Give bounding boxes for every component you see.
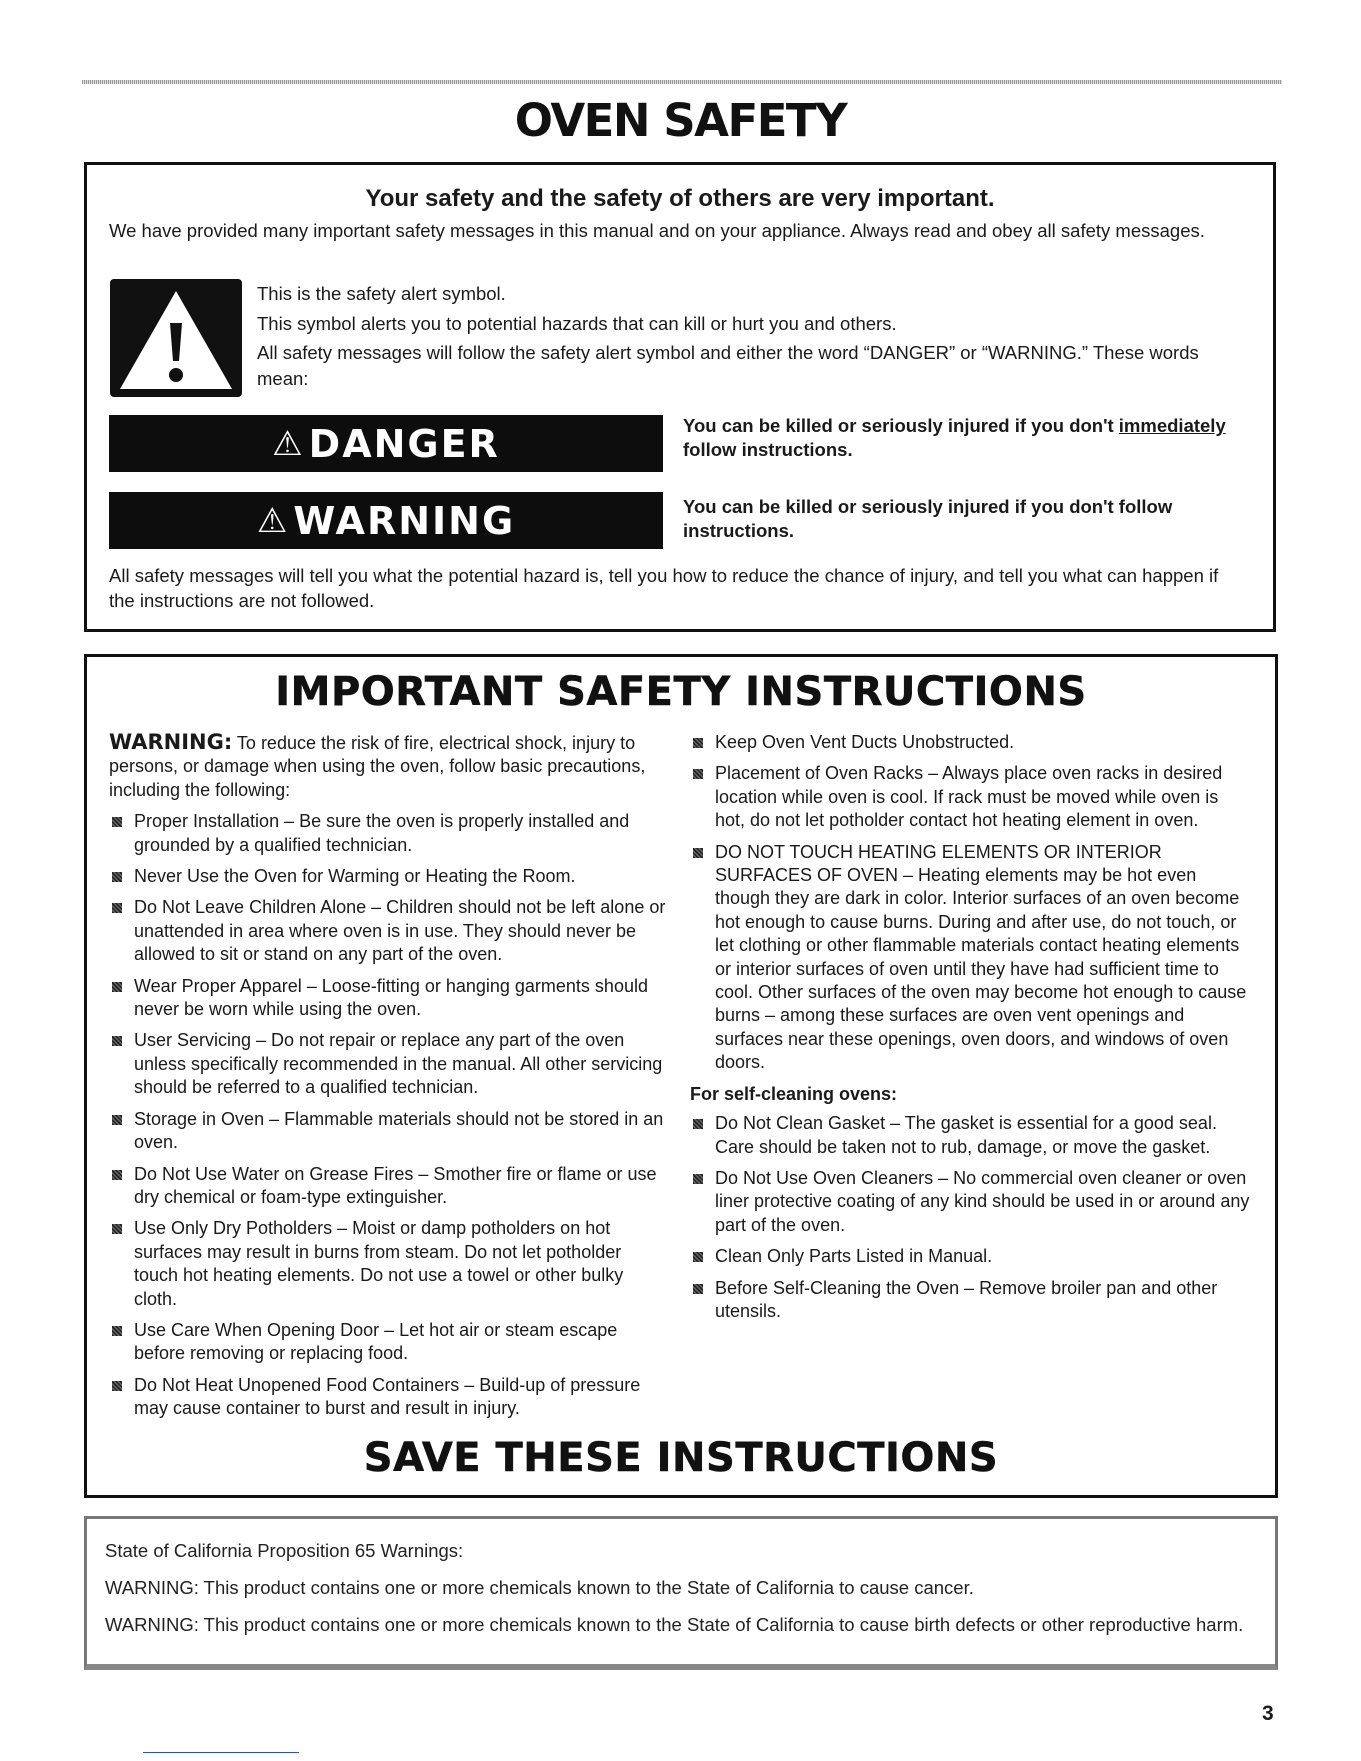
- page-number: 3: [1262, 1702, 1274, 1725]
- warning-lead-text: To reduce the risk of fire, electrical shock, injury to persons, or damage when using the oven, follow basic precautions, including the following:: [109, 733, 646, 800]
- list-item: Before Self-Cleaning the Oven – Remove broiler pan and other utensils.: [690, 1277, 1250, 1324]
- left-column: [109, 731, 669, 1429]
- self-cleaning-subheading: For self-cleaning ovens:: [690, 1083, 898, 1104]
- prop65-title: State of California Proposition 65 Warnings:: [105, 1540, 464, 1561]
- self-cleaning-list: [690, 1112, 1250, 1323]
- danger-banner: [109, 415, 663, 472]
- alert-symbol-explanation: [257, 281, 1247, 395]
- left-instruction-list: [109, 810, 669, 1420]
- warning-lead-label: WARNING:: [109, 730, 233, 754]
- alert-line: This symbol alerts you to potential hazards that can kill or hurt you and others.: [257, 312, 897, 334]
- list-item: Wear Proper Apparel – Loose-fitting or hanging garments should never be worn while using the oven.: [109, 975, 669, 1022]
- page-title: OVEN SAFETY: [514, 94, 847, 147]
- danger-description: [683, 414, 1268, 462]
- list-item: Use Only Dry Potholders – Moist or damp potholders on hot surfaces may result in burns from steam. Do not let potholder touch hot heating elements. Do not use a towel or other bulky cloth.: [109, 1217, 669, 1311]
- list-item: Do Not Use Water on Grease Fires – Smother fire or flame or use dry chemical or foam-type extinguisher.: [109, 1163, 669, 1210]
- top-decorative-rule: [82, 80, 1282, 84]
- warning-lead-paragraph: [109, 731, 669, 802]
- warning-triangle-icon: ⚠: [272, 423, 305, 464]
- alert-line: This is the safety alert symbol.: [257, 283, 506, 304]
- danger-desc-text-end: follow instructions.: [683, 439, 853, 460]
- warning-triangle-icon: ⚠: [256, 500, 290, 541]
- safety-alert-icon: [110, 279, 242, 397]
- alert-line: All safety messages will follow the safety alert symbol and either the word “DANGER” or “WARNING.” These words mean:: [257, 342, 1199, 389]
- list-item: Do Not Heat Unopened Food Containers – Build-up of pressure may cause container to burst and result in injury.: [109, 1374, 669, 1421]
- list-item: Do Not Leave Children Alone – Children should not be left alone or unattended in area where oven is in use. They should never be allowed to sit or stand on any part of the oven.: [109, 896, 669, 966]
- safety-heading: Your safety and the safety of others are very important.: [365, 185, 995, 212]
- danger-desc-emphasis: immediately: [1118, 415, 1226, 436]
- save-instructions-heading: SAVE THESE INSTRUCTIONS: [363, 1435, 999, 1481]
- list-item: Never Use the Oven for Warming or Heating the Room.: [109, 865, 669, 888]
- list-item: Do Not Clean Gasket – The gasket is essential for a good seal. Care should be taken not to rub, damage, or move the gasket.: [690, 1112, 1250, 1159]
- important-heading: IMPORTANT SAFETY INSTRUCTIONS: [275, 669, 1087, 715]
- list-item: Keep Oven Vent Ducts Unobstructed.: [690, 731, 1250, 754]
- prop65-cancer-warning: WARNING: This product contains one or more chemicals known to the State of California to cause cancer.: [105, 1577, 974, 1598]
- list-item: Proper Installation – Be sure the oven is properly installed and grounded by a qualified technician.: [109, 810, 669, 857]
- danger-desc-text: You can be killed or seriously injured if you don't: [683, 415, 1119, 436]
- list-item: Do Not Use Oven Cleaners – No commercial oven cleaner or oven liner protective coating of any kind should be used in or around any part of the oven.: [690, 1167, 1250, 1237]
- prop65-reproductive-warning: WARNING: This product contains one or more chemicals known to the State of California to cause birth defects or other reproductive harm.: [105, 1614, 1244, 1635]
- footer-link-underline: [143, 1752, 299, 1753]
- list-item: User Servicing – Do not repair or replace any part of the oven unless specifically recommended in the manual. All other servicing should be referred to a qualified technician.: [109, 1029, 669, 1099]
- right-instruction-list: [690, 731, 1250, 1075]
- right-column: [690, 731, 1250, 1331]
- warning-description: You can be killed or seriously injured if you don't follow instructions.: [683, 496, 1173, 541]
- safety-intro: We have provided many important safety messages in this manual and on your appliance. Always read and obey all safety messages.: [109, 220, 1205, 241]
- important-safety-box: [84, 654, 1278, 1498]
- list-item: Storage in Oven – Flammable materials should not be stored in an oven.: [109, 1108, 669, 1155]
- list-item: Clean Only Parts Listed in Manual.: [690, 1245, 1250, 1268]
- warning-label: WARNING: [293, 498, 516, 543]
- danger-label: DANGER: [308, 421, 500, 466]
- list-item: Use Care When Opening Door – Let hot air or steam escape before removing or replacing food.: [109, 1319, 669, 1366]
- safety-outro: All safety messages will tell you what the potential hazard is, tell you how to reduce the chance of injury, and tell you what can happen if the instructions are not followed.: [109, 565, 1219, 611]
- prop65-box: [84, 1516, 1278, 1670]
- list-item: Placement of Oven Racks – Always place oven racks in desired location while oven is cool. If rack must be moved while oven is hot, do not let potholder contact hot heating element in oven.: [690, 762, 1250, 832]
- list-item: DO NOT TOUCH HEATING ELEMENTS OR INTERIOR SURFACES OF OVEN – Heating elements may be hot even though they are dark in color. Interior surfaces of an oven become hot enough to cause burns. During and after use, do not touch, or let clothing or other flammable materials contact heating elements or interior surfaces of oven until they have had sufficient time to cool. Other surfaces of the oven may become hot enough to cause burns – among these surfaces are oven vent openings and surfaces near these openings, oven doors, and windows of oven doors.: [690, 841, 1250, 1075]
- safety-message-box: [84, 162, 1276, 632]
- warning-banner: [109, 492, 663, 549]
